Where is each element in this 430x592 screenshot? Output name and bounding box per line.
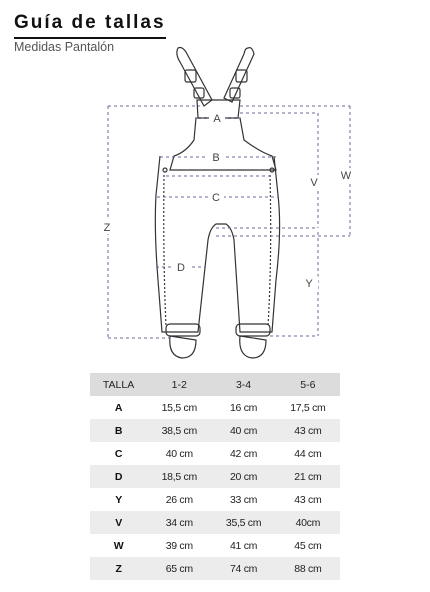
table-row	[90, 534, 340, 557]
table-row	[90, 465, 340, 488]
column-header: 5-6	[300, 378, 316, 391]
value-cell: 39 cm	[165, 539, 193, 552]
label-d: D	[177, 262, 185, 274]
page-subtitle: Medidas Pantalón	[14, 40, 115, 54]
table-row	[90, 442, 340, 465]
value-cell: 20 cm	[230, 470, 258, 483]
size-cell: B	[114, 424, 123, 437]
label-b: B	[212, 152, 220, 164]
table-row	[90, 488, 340, 511]
label-z: Z	[103, 222, 111, 234]
value-cell: 45 cm	[294, 539, 322, 552]
column-header: 3-4	[235, 378, 252, 391]
value-cell: 38,5 cm	[161, 424, 197, 437]
value-cell: 40 cm	[165, 447, 193, 460]
value-cell: 41 cm	[230, 539, 258, 552]
value-cell: 40cm	[295, 516, 321, 529]
column-header: TALLA	[102, 378, 135, 391]
value-cell: 21 cm	[294, 470, 322, 483]
value-cell: 44 cm	[294, 447, 322, 460]
value-cell: 34 cm	[165, 516, 193, 529]
value-cell: 65 cm	[165, 562, 193, 575]
table-row	[90, 557, 340, 580]
table-row	[90, 511, 340, 534]
size-table	[90, 373, 340, 580]
label-a: A	[213, 113, 221, 125]
value-cell: 33 cm	[230, 493, 258, 506]
value-cell: 88 cm	[294, 562, 322, 575]
value-cell: 42 cm	[230, 447, 258, 460]
value-cell: 26 cm	[165, 493, 193, 506]
size-cell: V	[115, 516, 122, 529]
value-cell: 74 cm	[230, 562, 258, 575]
size-cell: D	[114, 470, 123, 483]
label-w: W	[340, 170, 352, 182]
value-cell: 35,5 cm	[225, 516, 262, 529]
label-c: C	[212, 192, 220, 204]
page-title: Guía de tallas	[14, 12, 166, 33]
value-cell: 15,5 cm	[161, 401, 197, 414]
table-header-row	[90, 373, 340, 396]
value-cell: 18,5 cm	[161, 470, 197, 483]
size-cell: Y	[115, 493, 122, 506]
table-row	[90, 396, 340, 419]
size-cell: W	[113, 539, 124, 552]
value-cell: 43 cm	[294, 493, 322, 506]
table-row	[90, 419, 340, 442]
value-cell: 43 cm	[294, 424, 322, 437]
column-header: 1-2	[171, 378, 187, 391]
value-cell: 16 cm	[230, 401, 258, 414]
value-cell: 17,5 cm	[290, 401, 326, 414]
value-cell: 40 cm	[230, 424, 258, 437]
label-y: Y	[305, 278, 313, 290]
size-cell: A	[114, 401, 123, 414]
size-cell: C	[114, 447, 123, 460]
measurement-lines	[108, 106, 350, 338]
size-cell: Z	[115, 562, 122, 575]
label-v: V	[310, 177, 318, 189]
